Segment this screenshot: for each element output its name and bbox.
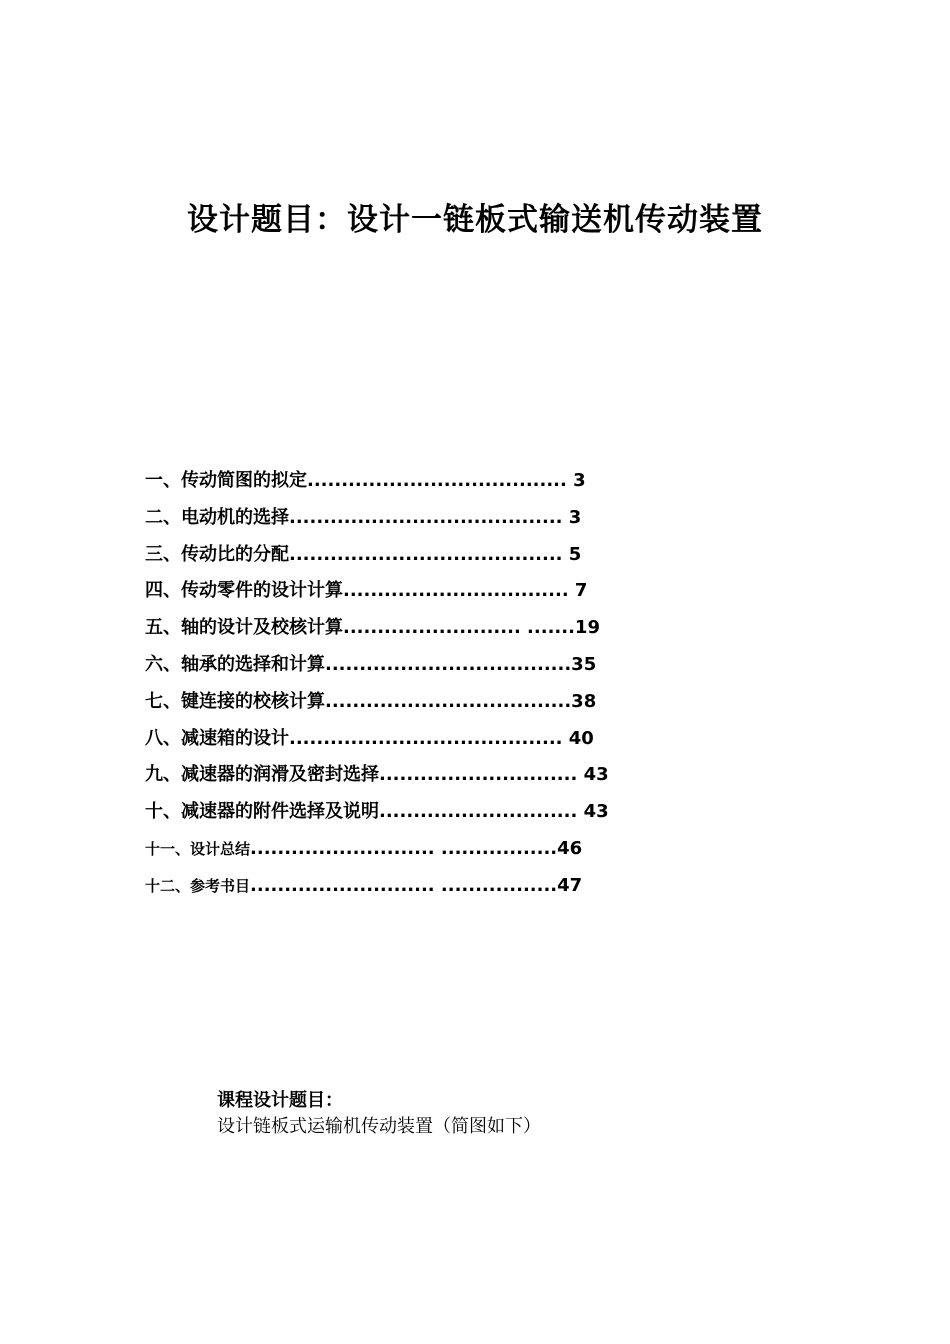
toc-entry	[145, 650, 609, 687]
course-topic-label: 课程设计题目：	[217, 1090, 343, 1111]
toc-entry	[145, 466, 609, 503]
toc-entry	[145, 724, 609, 761]
toc-entry-page: 38	[571, 690, 597, 712]
toc-entry-leader: .................................	[343, 580, 569, 602]
course-topic-text: 设计链板式运输机传动装置（简图如下）	[217, 1116, 541, 1137]
toc-entry-page: 5	[562, 543, 582, 565]
toc-entry-label: 十二、参考书目	[145, 876, 251, 895]
document-title: 设计题目：设计一链板式输送机传动装置	[187, 202, 763, 238]
toc-entry-leader: ......................................	[307, 470, 567, 491]
toc-entry	[145, 834, 609, 871]
toc-entry	[145, 576, 609, 613]
toc-entry-page: 7	[568, 580, 588, 602]
toc-entry	[145, 871, 609, 908]
toc-entry	[145, 503, 609, 540]
toc-entry-page: 47	[557, 874, 583, 896]
toc-entry-label: 一、传动简图的拟定	[145, 470, 307, 491]
toc-entry-label: 三、传动比的分配	[145, 543, 289, 565]
table-of-contents	[145, 466, 609, 908]
toc-entry-page: 46	[557, 837, 583, 859]
toc-entry-leader: ........................... .................	[250, 837, 558, 859]
toc-entry-leader: ........................................	[289, 506, 563, 528]
toc-entry	[145, 540, 609, 577]
toc-entry-page: 43	[577, 801, 609, 823]
toc-entry-page: 3	[566, 470, 586, 491]
toc-entry-label: 二、电动机的选择	[145, 506, 289, 528]
toc-entry-label: 五、轴的设计及校核计算	[145, 617, 343, 639]
toc-entry-page: 19	[574, 617, 600, 639]
toc-entry	[145, 797, 609, 834]
toc-entry-page: 35	[571, 653, 597, 675]
toc-entry-label: 十、减速器的附件选择及说明	[145, 801, 379, 823]
toc-entry-leader: ........................................	[289, 543, 563, 565]
toc-entry-label: 六、轴承的选择和计算	[145, 653, 325, 675]
toc-entry-leader: ....................................	[325, 690, 572, 712]
toc-entry-page: 3	[562, 506, 582, 528]
toc-entry	[145, 687, 609, 724]
course-topic-block	[217, 1088, 541, 1140]
toc-entry	[145, 613, 609, 650]
toc-entry-label: 八、减速箱的设计	[145, 727, 289, 749]
toc-entry-leader: ........................... .................	[250, 874, 558, 896]
toc-entry-label: 七、键连接的校核计算	[145, 690, 325, 712]
toc-entry-label: 四、传动零件的设计计算	[145, 580, 343, 602]
toc-entry-leader: ........................................	[289, 727, 563, 749]
toc-entry	[145, 760, 609, 797]
toc-entry-label: 九、减速器的润滑及密封选择	[145, 764, 379, 786]
toc-entry-leader: ....................................	[325, 653, 572, 675]
toc-entry-page: 43	[577, 764, 609, 786]
toc-entry-leader: .......................... .......	[343, 617, 575, 639]
toc-entry-leader: .............................	[379, 801, 578, 823]
toc-entry-page: 40	[562, 727, 594, 749]
toc-entry-leader: .............................	[379, 764, 578, 786]
toc-entry-label: 十一、设计总结	[145, 839, 251, 858]
